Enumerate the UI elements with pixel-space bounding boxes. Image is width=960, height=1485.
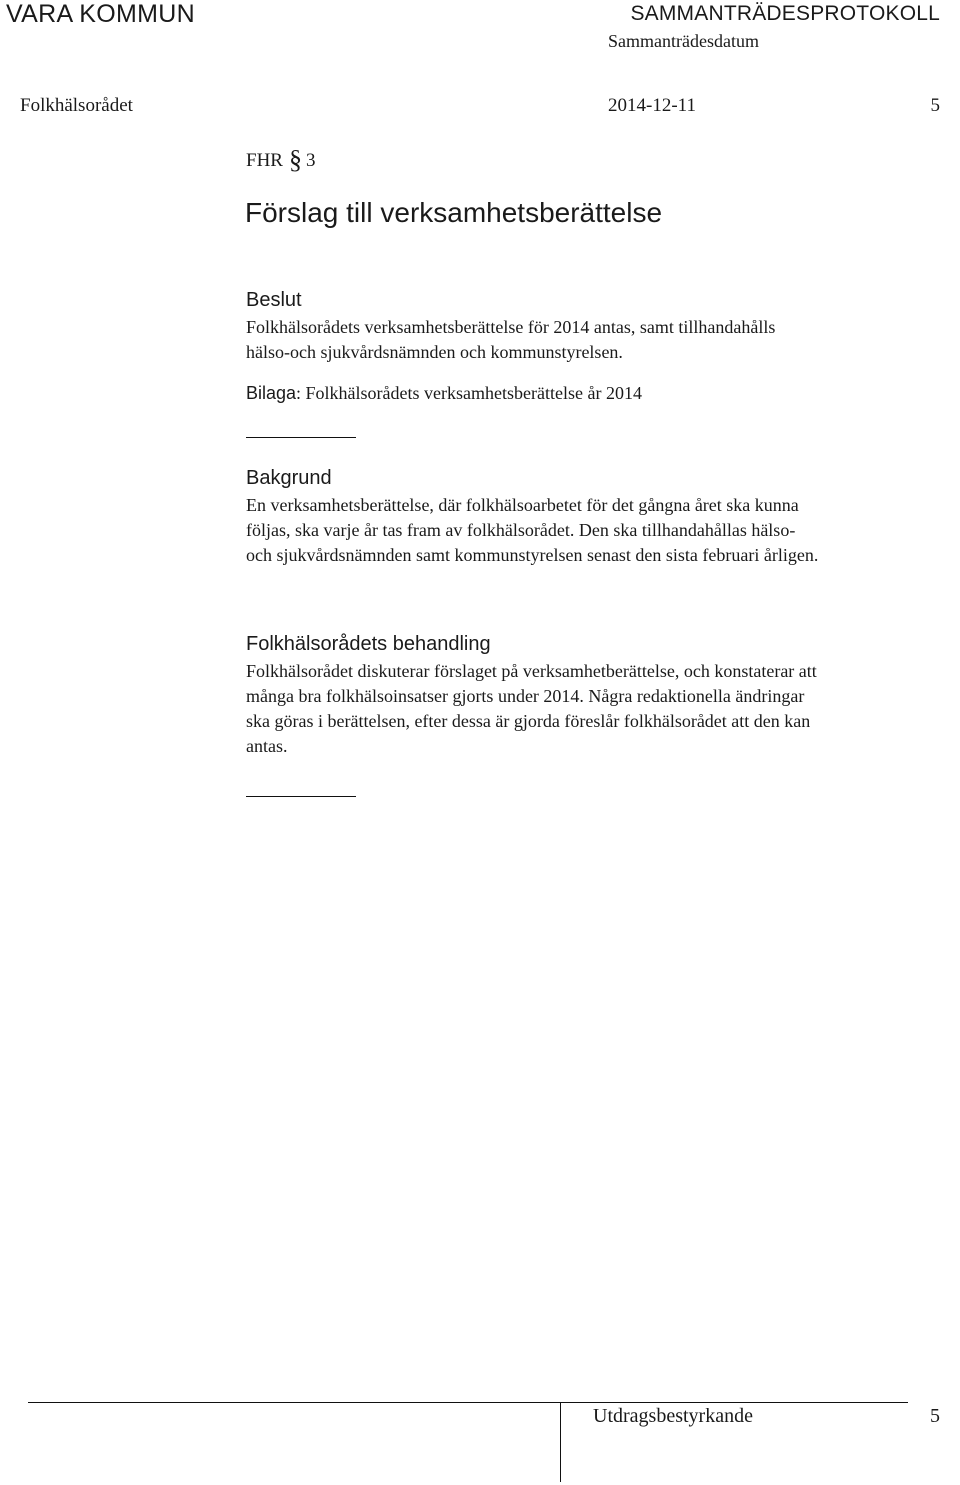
attachment-label: Bilaga: [246, 383, 297, 403]
beslut-text: [246, 315, 956, 365]
behandling-line: antas.: [246, 736, 288, 756]
meeting-date: 2014-12-11: [608, 95, 696, 116]
attachment-text: : Folkhälsorådets verksamhetsberättelse år 2014: [296, 383, 642, 403]
meeting-body: Folkhälsorådet: [20, 95, 133, 116]
section-divider: [246, 796, 356, 797]
page-number: 5: [930, 95, 940, 116]
organization-name: VARA KOMMUN: [6, 0, 195, 28]
bakgrund-line: följas, ska varje år tas fram av folkhälsorådet. Den ska tillhandahållas hälso-: [246, 520, 796, 540]
footer-rule: [28, 1402, 908, 1403]
behandling-text: [246, 659, 956, 759]
behandling-line: många bra folkhälsoinsatser gjorts under 2014. Några redaktionella ändringar: [246, 686, 805, 706]
beslut-line: hälso-och sjukvårdsnämnden och kommunstyrelsen.: [246, 342, 623, 362]
paragraph-prefix: FHR: [246, 150, 283, 171]
section-divider: [246, 437, 356, 438]
bakgrund-line: och sjukvårdsnämnden samt kommunstyrelsen senast den sista februari årligen.: [246, 545, 819, 565]
behandling-section: [246, 631, 956, 759]
paragraph-number: [246, 146, 315, 173]
bakgrund-section: [246, 465, 956, 568]
behandling-heading: Folkhälsorådets behandling: [246, 633, 491, 655]
footer-label: Utdragsbestyrkande: [593, 1405, 753, 1427]
behandling-line: Folkhälsorådet diskuterar förslaget på verksamhetberättelse, och konstaterar att: [246, 661, 817, 681]
beslut-section: [246, 287, 956, 406]
attachment-line: [246, 381, 956, 406]
page-title: Förslag till verksamhetsberättelse: [245, 197, 663, 228]
bakgrund-text: [246, 493, 956, 568]
section-symbol: §: [288, 145, 302, 174]
paragraph-digit: 3: [305, 150, 316, 171]
beslut-line: Folkhälsorådets verksamhetsberättelse för 2014 antas, samt tillhandahålls: [246, 317, 776, 337]
footer-page-number: 5: [930, 1405, 940, 1427]
behandling-line: ska göras i berättelsen, efter dessa är gjorda föreslår folkhälsorådet att den kan: [246, 711, 811, 731]
bakgrund-heading: Bakgrund: [246, 467, 332, 489]
document-type: SAMMANTRÄDESPROTOKOLL: [630, 2, 940, 25]
bakgrund-line: En verksamhetsberättelse, där folkhälsoarbetet för det gångna året ska kunna: [246, 495, 799, 515]
footer-divider: [560, 1402, 561, 1482]
beslut-heading: Beslut: [246, 289, 302, 311]
document-subtype: Sammanträdesdatum: [608, 31, 759, 51]
